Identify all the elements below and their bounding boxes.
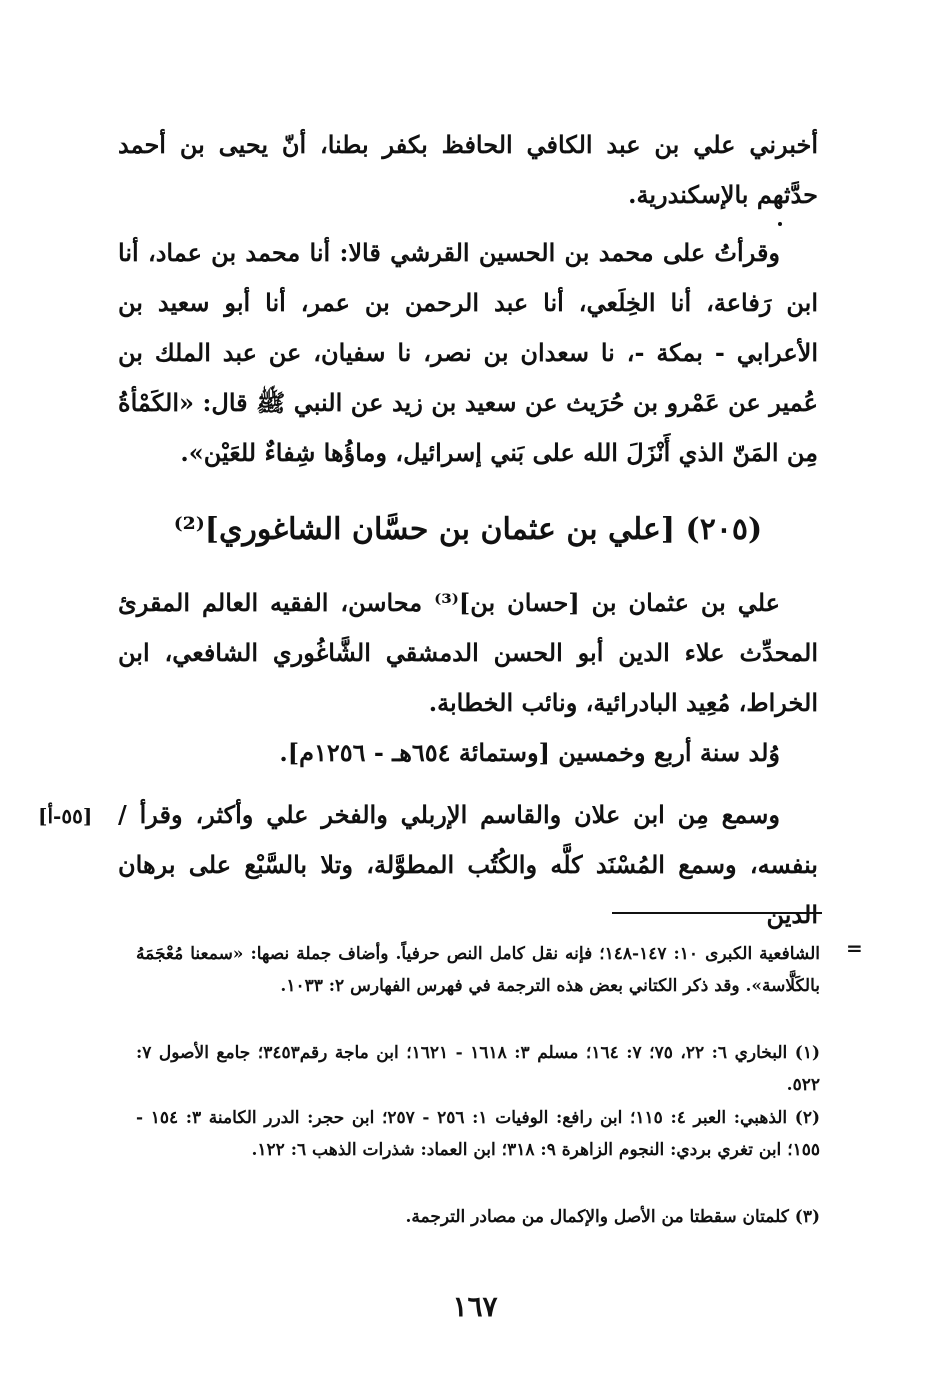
footnote-3: (٣) كلمتان سقطتا من الأصل والإكمال من مصادر الترجمة. xyxy=(405,1207,820,1227)
paragraph-biography xyxy=(118,578,818,728)
para5-text: وسمع مِن ابن علان والقاسم الإربلي والفخر علي وأكثر، وقرأ / بنفسه، وسمع المُسْنَد كلَّه والكُتُب المطوَّلة، وتلا بالسَّبْع على برهان الدين xyxy=(118,800,818,929)
paragraph-studies xyxy=(118,790,818,940)
para2-text: وقرأتُ على محمد بن الحسين القرشي قالا: أنا محمد بن عماد، أنا ابن رَفاعة، أنا الخِلَعي، أنا عبد الرحمن بن عمر، أنا أبو سعيد بن الأعرابي - بمكة -، نا سعدان بن نصر، نا سفيان، عن عبد الملك بن عُمير عن عَمْرو بن حُرَيث عن سعيد بن زيد عن النبي ﷺ قال: «الكَمْأةُ مِن المَنّ الذي أَنْزَلَ الله على بَني إسرائيل، وماؤُها شِفاءٌ للعَيْن». xyxy=(118,238,818,467)
para3-text: علي بن عثمان بن [حسان بن]⁽³⁾ محاسن، الفقيه العالم المقرئ المحدِّث علاء الدين أبو الحسن الدمشقي الشَّاغُوري الشافعي، ابن الخراط، مُعِيد البادرائية، ونائب الخطابة. xyxy=(118,588,818,717)
footnote-separator xyxy=(612,912,822,914)
page-number: ١٦٧ xyxy=(452,1290,498,1323)
paragraph-hadith xyxy=(118,228,818,478)
paragraph-birth xyxy=(118,728,818,778)
footnote-2: (٢) الذهبي: العبر ٤: ١١٥؛ ابن رافع: الوفيات ١: ٢٥٦ - ٢٥٧؛ ابن حجر: الدرر الكامنة ٣: ١٥٤ - ١٥٥؛ ابن تغري بردي: النجوم الزاهرة ٩: ٣١٨؛ ابن العماد: شذرات الذهب ٦: ١٢٢. xyxy=(136,1108,821,1160)
ink-dot xyxy=(778,222,782,226)
footnote-continued: الشافعية الكبرى ١٠: ١٤٧-١٤٨؛ فإنه نقل كامل النص حرفياً. وأضاف جملة نصها: «سمعنا مُعْجَمَهُ بالكَلَّاسة». وقد ذكر الكتاني بعض هذه الترجمة في فهرس الفهارس ٢: ١٠٣٣. xyxy=(136,944,821,996)
paragraph-chain-of-narration xyxy=(118,120,818,220)
footnote-1: (١) البخاري ٦: ٢٢، ٧٥؛ ٧: ١٦٤؛ مسلم ٣: ١٦١٨ - ١٦٢١؛ ابن ماجة رقم٣٤٥٣؛ جامع الأصول ٧: ٥٢٢. xyxy=(136,1043,821,1095)
manuscript-folio-note: [٥٥-أ] xyxy=(38,804,93,828)
para4-text: وُلد سنة أربع وخمسين [وستمائة ٦٥٤هـ - ١٢٥٦م]. xyxy=(279,738,780,767)
entry-heading: (٢٠٥) [علي بن عثمان بن حسَّان الشاغوري]⁽²⁾ xyxy=(173,512,763,547)
footnote-continuation-mark: = xyxy=(846,936,863,960)
para1-text: أخبرني علي بن عبد الكافي الحافظ بكفر بطنا، أنّ يحيى بن أحمد حدَّثهم بالإسكندرية. xyxy=(118,130,818,209)
